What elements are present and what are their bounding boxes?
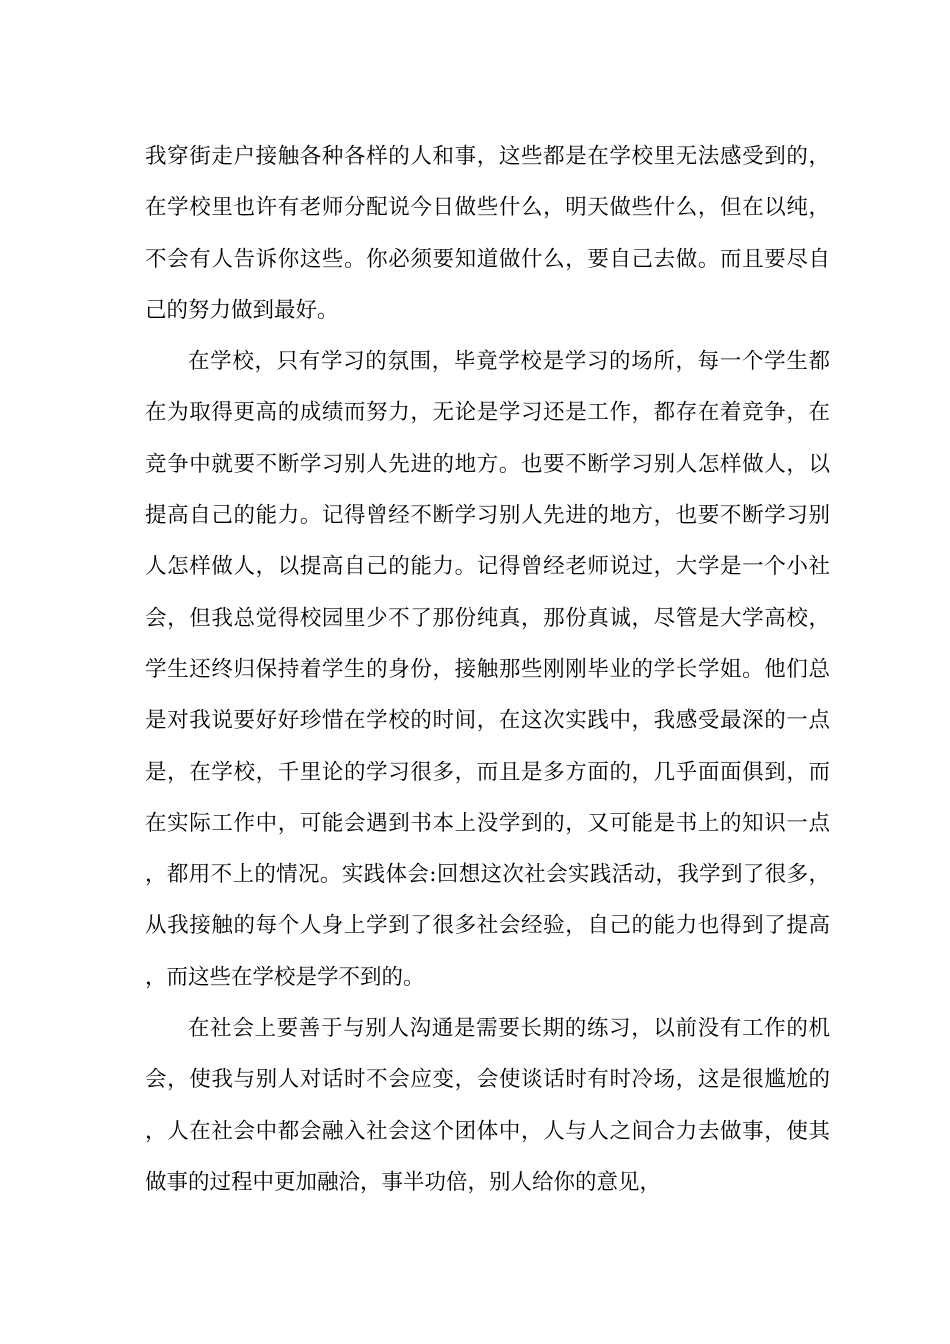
paragraph-2: 在学校，只有学习的氛围，毕竟学校是学习的场所，每一个学生都在为取得更高的成绩而努力，无论是学习还是工作，都存在着竞争，在竞争中就要不断学习别人先进的地方。也要不断学习别人怎样做人，以提高自己的能力。记得曾经不断学习别人先进的地方，也要不断学习别人怎样做人，以提高自己的能力。记得曾经老师说过，大学是一个小社会，但我总觉得校园里少不了那份纯真，那份真诚，尽管是大学高校，学生还终归保持着学生的身份，接触那些刚刚毕业的学长学姐。他们总是对我说要好好珍惜在学校的时间，在这次实践中，我感受最深的一点是，在学校，千里论的学习很多，而且是多方面的，几乎面面俱到，而在实际工作中，可能会遇到书本上没学到的，又可能是书上的知识一点，都用不上的情况。实践体会:回想这次社会实践活动，我学到了很多，从我接触的每个人身上学到了很多社会经验，自己的能力也得到了提高，而这些在学校是学不到的。 [145,349,830,990]
paragraph-1: 我穿街走户接触各种各样的人和事，这些都是在学校里无法感受到的，在学校里也许有老师分配说今日做些什么，明天做些什么，但在以纯，不会有人告诉你这些。你必须要知道做什么，要自己去做。而且要尽自己的努力做到最好。 [145,144,830,323]
document-body [145,131,830,1208]
paragraph-3: 在社会上要善于与别人沟通是需要长期的练习，以前没有工作的机会，使我与别人对话时不会应变，会使谈话时有时冷场，这是很尴尬的，人在社会中都会融入社会这个团体中，人与人之间合力去做事，使其做事的过程中更加融洽，事半功倍，别人给你的意见， [145,1016,830,1195]
